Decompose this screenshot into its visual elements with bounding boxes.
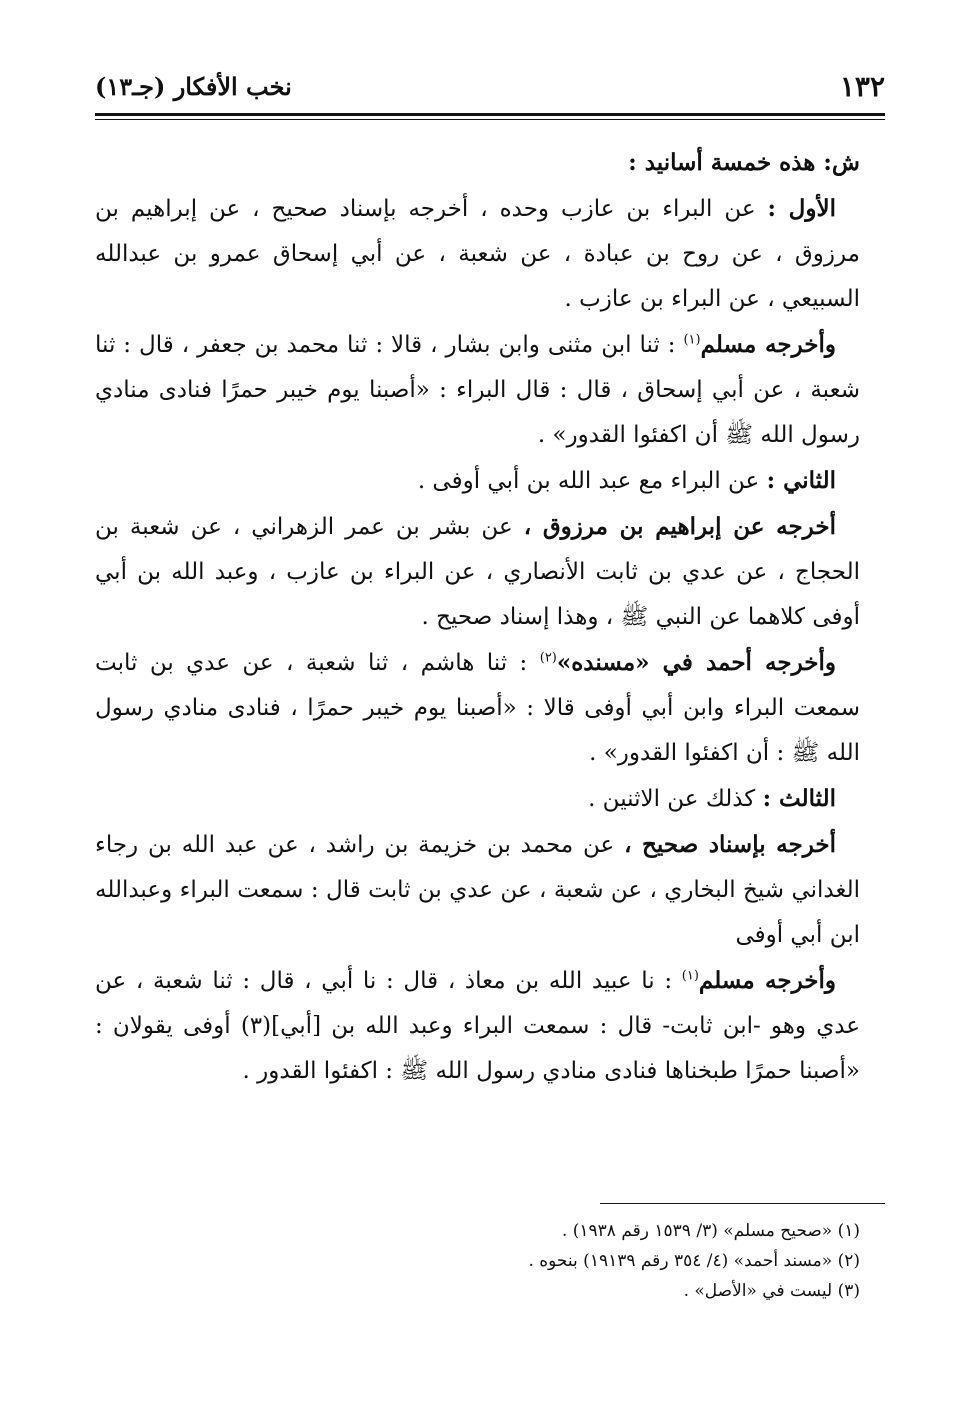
paragraph-lead: أخرجه عن إبراهيم بن مرزوق ،	[523, 513, 836, 540]
paragraph-lead: وأخرجه أحمد في «مسنده»	[556, 649, 837, 676]
paragraph-lead: وأخرجه مسلم	[700, 331, 836, 358]
running-title: نخب الأفكار (جـ١٣)	[95, 72, 292, 101]
header-rule	[95, 113, 885, 116]
page-header	[95, 68, 885, 104]
paragraph-lead: الثاني :	[766, 467, 836, 494]
paragraph	[95, 776, 860, 822]
paragraph-text: كذلك عن الاثنين .	[588, 786, 763, 812]
paragraph-text: : ثنا ابن مثنى وابن بشار ، قالا : ثنا محمد بن جعفر ، قال : ثنا شعبة ، عن أبي إسحاق ، قال : قال البراء : «أصبنا يوم خيبر حمرًا فنادى منادي رسول الله ﷺ أن اكفئوا القدور» .	[95, 332, 860, 448]
main-text	[95, 140, 860, 1094]
page-number: ١٣٢	[839, 70, 885, 103]
paragraph-text: عن البراء مع عبد الله بن أبي أوفى .	[417, 468, 767, 494]
paragraph-text: عن محمد بن خزيمة بن راشد ، عن عبد الله بن رجاء الغداني شيخ البخاري ، عن شعبة ، عن عدي بن ثابت قال : سمعت البراء وعبدالله ابن أبي أوفى	[95, 832, 860, 948]
footnote-marker: (٢)	[539, 650, 557, 666]
footnote-rule	[600, 1203, 885, 1204]
paragraph	[95, 958, 860, 1094]
paragraph-lead: أخرجه بإسناد صحيح ،	[624, 831, 836, 858]
paragraph-text: : نا عبيد الله بن معاذ ، قال : نا أبي ، قال : ثنا شعبة ، عن عدي وهو -ابن ثابت- قال : سمعت البراء وعبد الله بن [أبي](٣) أوفى يقولان : «أصبنا حمرًا طبخناها فنادى منادي رسول الله ﷺ : اكفئوا القدور .	[95, 968, 860, 1084]
paragraph	[95, 640, 860, 776]
footnotes	[95, 1216, 860, 1306]
paragraph	[95, 140, 860, 186]
paragraph-text: عن بشر بن عمر الزهراني ، عن شعبة بن الحجاج ، عن عدي بن ثابت الأنصاري ، عن البراء بن عازب ، وعبد الله بن أبي أوفى كلاهما عن النبي ﷺ ، وهذا إسناد صحيح .	[95, 514, 860, 630]
paragraph	[95, 458, 860, 504]
footnote-marker: (١)	[681, 968, 699, 984]
paragraph-lead: الأول :	[767, 195, 836, 222]
header-rule-thin	[95, 119, 885, 120]
paragraph-lead: وأخرجه مسلم	[698, 967, 836, 994]
paragraph	[95, 504, 860, 640]
paragraph-text: عن البراء بن عازب وحده ، أخرجه بإسناد صحيح ، عن إبراهيم بن مرزوق ، عن روح بن عبادة ، عن شعبة ، عن أبي إسحاق عمرو بن عبدالله السبيعي ، عن البراء بن عازب .	[95, 196, 860, 312]
footnote: (٣) ليست في «الأصل» .	[683, 1281, 860, 1301]
footnote: (١) «صحيح مسلم» (٣/ ١٥٣٩ رقم ١٩٣٨) .	[561, 1221, 860, 1241]
paragraph	[95, 822, 860, 958]
paragraph-lead: الثالث :	[762, 785, 836, 812]
paragraph	[95, 322, 860, 458]
paragraph	[95, 186, 860, 322]
paragraph-text: : ثنا هاشم ، ثنا شعبة ، عن عدي بن ثابت سمعت البراء وابن أبي أوفى قالا : «أصبنا يوم خيبر حمرًا ، فنادى منادي رسول الله ﷺ : أن اكفئوا القدور» .	[95, 650, 860, 766]
footnote-marker: (١)	[683, 332, 701, 348]
footnote: (٢) «مسند أحمد» (٤/ ٣٥٤ رقم ١٩١٣٩) بنحوه .	[528, 1251, 860, 1271]
paragraph-lead: ش: هذه خمسة أسانيد :	[628, 149, 860, 176]
